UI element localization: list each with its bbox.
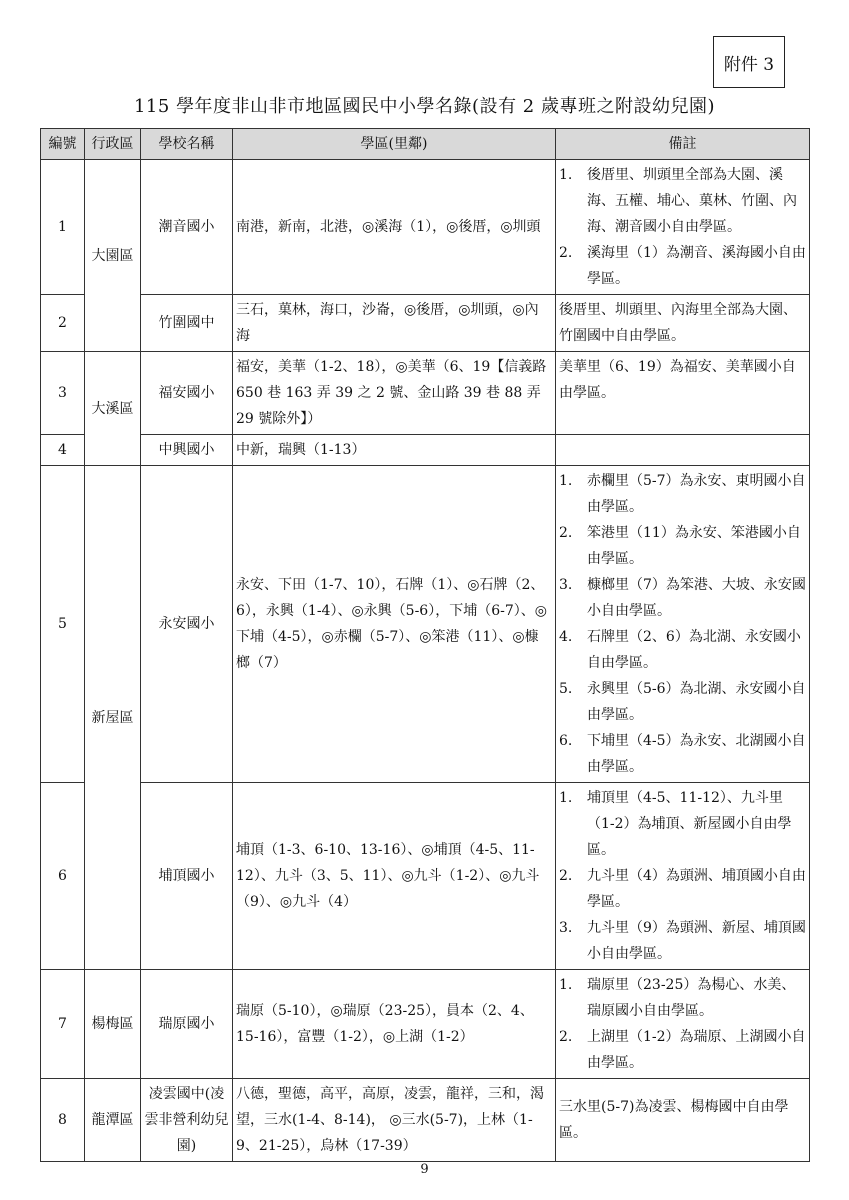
row-school: 永安國小: [141, 466, 233, 783]
row-notes: [556, 160, 810, 295]
note-item: 2. 上湖里（1-2）為瑞原、上湖國小自由學區。: [559, 1029, 806, 1071]
note-item: 4. 石牌里（2、6）為北湖、永安國小自由學區。: [559, 629, 801, 671]
row-notes: [556, 970, 810, 1079]
row-district: 龍潭區: [85, 1079, 141, 1162]
table-row: [41, 783, 810, 970]
row-zone: 福安，美華（1-2、18），◎美華（6、19【信義路 650 巷 163 弄 39 之 2 號、金山路 39 巷 88 弄 29 號除外】）: [233, 352, 556, 435]
table-row: [41, 970, 810, 1079]
row-school: 福安國小: [141, 352, 233, 435]
row-notes: [556, 435, 810, 466]
note-item: 3. 九斗里（9）為頭洲、新屋、埔頂國小自由學區。: [559, 920, 806, 962]
row-no: 6: [41, 783, 85, 970]
row-notes: 三水里(5-7)為凌雲、楊梅國中自由學區。: [556, 1079, 810, 1162]
row-no: 4: [41, 435, 85, 466]
row-no: 3: [41, 352, 85, 435]
row-notes: 美華里（6、19）為福安、美華國小自由學區。: [556, 352, 810, 435]
row-zone: 八德，聖德，高平，高原，凌雲，龍祥，三和，渴望，三水(1-4、8-14)， ◎三水(5-7)，上林（1-9、21-25），烏林（17-39）: [233, 1079, 556, 1162]
row-zone: 瑞原（5-10），◎瑞原（23-25），員本（2、4、15-16），富豐（1-2），◎上湖（1-2）: [233, 970, 556, 1079]
table-row: [41, 435, 810, 466]
row-zone: 南港，新南，北港，◎溪海（1），◎後厝，◎圳頭: [233, 160, 556, 295]
note-item: 1. 後厝里、圳頭里全部為大園、溪海、五權、埔心、菓林、竹圍、內海、潮音國小自由學區。: [559, 167, 797, 235]
row-district: 新屋區: [85, 466, 141, 970]
row-district: 大園區: [85, 160, 141, 352]
table-row: [41, 1079, 810, 1162]
header-school: 學校名稱: [141, 129, 233, 160]
row-school: 埔頂國小: [141, 783, 233, 970]
table-header-row: [41, 129, 810, 160]
note-item: 2. 溪海里（1）為潮音、溪海國小自由學區。: [559, 245, 806, 287]
row-no: 1: [41, 160, 85, 295]
note-item: 1. 赤欄里（5-7）為永安、東明國小自由學區。: [559, 473, 806, 515]
note-item: 6. 下埔里（4-5）為永安、北湖國小自由學區。: [559, 733, 806, 775]
note-item: 5. 永興里（5-6）為北湖、永安國小自由學區。: [559, 681, 806, 723]
table-row: [41, 295, 810, 352]
note-item: 2. 九斗里（4）為頭洲、埔頂國小自由學區。: [559, 868, 806, 910]
row-school: 潮音國小: [141, 160, 233, 295]
row-no: 7: [41, 970, 85, 1079]
note-item: 2. 笨港里（11）為永安、笨港國小自由學區。: [559, 525, 801, 567]
header-zone: 學區(里鄰): [233, 129, 556, 160]
page-number: 9: [420, 1162, 429, 1177]
page-title: 115 學年度非山非市地區國民中小學名錄(設有 2 歲專班之附設幼兒園): [133, 96, 716, 117]
header-district: 行政區: [85, 129, 141, 160]
row-school: 竹圍國中: [141, 295, 233, 352]
school-table: [40, 128, 810, 1162]
note-item: 3. 槺榔里（7）為笨港、大坡、永安國小自由學區。: [559, 577, 806, 619]
row-school: 瑞原國小: [141, 970, 233, 1079]
header-notes: 備註: [556, 129, 810, 160]
header-no: 編號: [41, 129, 85, 160]
row-zone: 永安、下田（1-7、10），石牌（1）、◎石牌（2、6），永興（1-4）、◎永興（5-6），下埔（6-7）、◎下埔（4-5），◎赤欄（5-7）、◎笨港（11）、◎槺榔（7）: [233, 466, 556, 783]
row-notes: 後厝里、圳頭里、內海里全部為大園、竹圍國中自由學區。: [556, 295, 810, 352]
row-zone: 埔頂（1-3、6-10、13-16）、◎埔頂（4-5、11-12）、九斗（3、5、11）、◎九斗（1-2）、◎九斗（9）、◎九斗（4）: [233, 783, 556, 970]
table-row: [41, 466, 810, 783]
row-district: 楊梅區: [85, 970, 141, 1079]
row-school: 凌雲國中(凌雲非營利幼兒園): [141, 1079, 233, 1162]
table-row: [41, 352, 810, 435]
row-notes: [556, 783, 810, 970]
row-zone: 中新，瑞興（1-13）: [233, 435, 556, 466]
note-item: 1. 埔頂里（4-5、11-12）、九斗里（1-2）為埔頂、新屋國小自由學區。: [559, 790, 792, 858]
note-item: 1. 瑞原里（23-25）為楊心、水美、瑞原國小自由學區。: [559, 977, 796, 1019]
row-no: 2: [41, 295, 85, 352]
row-zone: 三石，菓林，海口，沙崙，◎後厝，◎圳頭，◎內海: [233, 295, 556, 352]
row-notes: [556, 466, 810, 783]
row-district: 大溪區: [85, 352, 141, 466]
row-school: 中興國小: [141, 435, 233, 466]
table-row: [41, 160, 810, 295]
attachment-label: 附件 3: [713, 36, 785, 88]
row-no: 8: [41, 1079, 85, 1162]
row-no: 5: [41, 466, 85, 783]
